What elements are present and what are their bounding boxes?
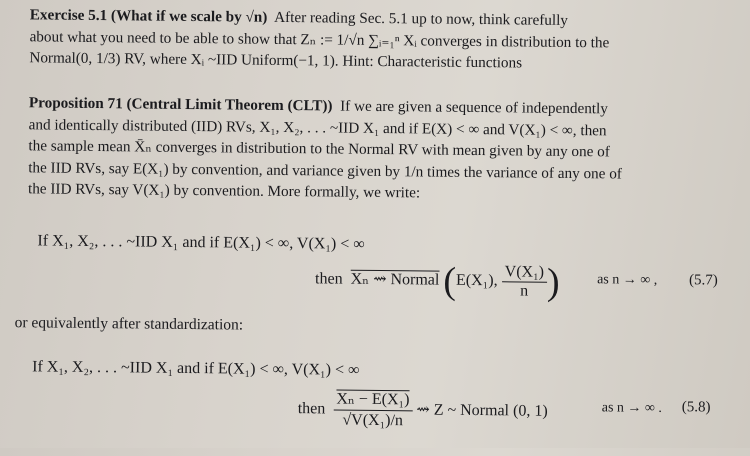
eq58-limit: as n → ∞ . — [601, 400, 662, 416]
eq58-num: Xₙ − E(X₁) — [333, 389, 412, 411]
exercise-block — [29, 4, 720, 76]
eq57-lhs: Xₙ ⇝ Normal — [350, 270, 440, 289]
proposition-line-5: the IID RVs, say V(X₁) by convention. More formally, we write: — [27, 180, 421, 202]
eq58-if-line: If X₁, X₂, . . . ~IID X₁ and if E(X₁) < ∞, V(X₁) < ∞ — [32, 358, 360, 379]
eq57-number: (5.7) — [689, 272, 718, 289]
exercise-line-2: about what you need to be able to show that Zₙ := 1/√n ∑ᵢ₌₁ⁿ Xᵢ converges in distribution to the — [29, 27, 610, 51]
eq58-body — [297, 385, 547, 436]
proposition-block — [28, 92, 719, 207]
exercise-title: Exercise 5.1 (What if we scale by √n) — [29, 6, 268, 26]
eq57-then: then — [315, 270, 343, 288]
eq58-then: then — [297, 400, 326, 418]
proposition-line-1-text: If we are given a sequence of independently — [340, 97, 608, 118]
eq57-if-line: If X₁, X₂, . . . ~IID X₁ and if E(X₁) < ∞, V(X₁) < ∞ — [37, 232, 365, 253]
eq58-den: √V(X₁)/n — [342, 411, 404, 430]
eq58-fraction — [333, 389, 412, 431]
eq57-body — [315, 259, 560, 302]
standardization-text: or equivalently after standardization: — [14, 314, 244, 334]
eq57-variance-fraction — [501, 263, 547, 300]
eq58-rhs: ⇝ Z ~ Normal (0, 1) — [416, 401, 548, 420]
proposition-title: Proposition 71 (Central Limit Theorem (CLT)) — [28, 94, 333, 115]
proposition-line-3: the sample mean X̄ₙ converges in distribution to the Normal RV with mean given by any one of — [28, 137, 610, 161]
proposition-line-2: and identically distributed (IID) RVs, X₁, X₂, . . . ~IID X₁ and if E(X) < ∞ and V(X₁) < ∞, then — [28, 115, 607, 139]
eq57-limit: as n → ∞ , — [597, 272, 658, 288]
eq57-mean: E(X₁), — [455, 271, 498, 290]
eq57-right-paren: ) — [546, 261, 560, 304]
eq57-var-num: V(X₁) — [502, 263, 548, 282]
eq57-left-paren: ( — [443, 259, 457, 303]
exercise-line-3: Normal(0, 1/3) RV, where Xᵢ ~IID Uniform(−1, 1). Hint: Characteristic functions — [29, 49, 523, 72]
proposition-line-4: the IID RVs, say E(X₁) by convention, and variance given by 1/n times the variance of any one of — [28, 158, 622, 183]
eq57-var-den: n — [520, 282, 529, 300]
eq58-number: (5.8) — [681, 399, 711, 416]
exercise-line-1-text: After reading Sec. 5.1 up to now, think carefully — [274, 8, 569, 29]
